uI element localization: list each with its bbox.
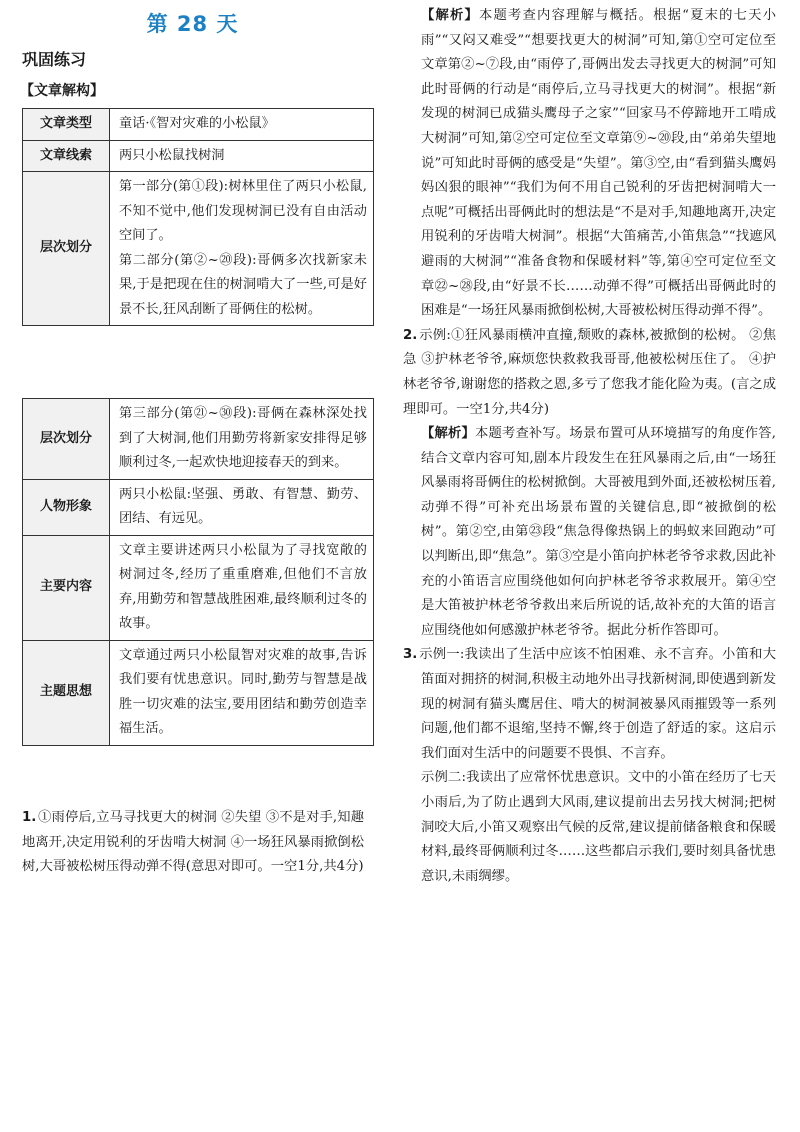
- table-row-label: 层次划分: [23, 172, 110, 326]
- question-number: 2.: [403, 327, 418, 343]
- table-row-label: 文章线索: [23, 140, 110, 172]
- answer-2-text: 示例:①狂风暴雨横冲直撞,颓败的森林,被掀倒的松树。 ②焦急 ③护林老爷爷,麻烦您快救救我哥哥,他被松树压住了。 ④护林老爷爷,谢谢您的搭救之恩,多亏了您我才能化险为夷。(言之成理即可。一空1分,共4分): [403, 327, 776, 417]
- table-row-value: 文章主要讲述两只小松鼠为了寻找宽敞的树洞过冬,经历了重重磨难,但他们不言放弃,用勤劳和智慧战胜困难,最终顺利过冬的故事。: [110, 535, 374, 640]
- table-row: [23, 640, 374, 745]
- table-row-value: 文章通过两只小松鼠智对灾难的故事,告诉我们要有忧患意识。同时,勤劳与智慧是战胜一切灾难的法宝,要用团结和勤劳创造幸福生活。: [110, 640, 374, 745]
- question-number: 1.: [22, 810, 37, 825]
- table-row-label: 文章类型: [23, 109, 110, 141]
- right-column: [403, 4, 776, 889]
- table-row: [23, 172, 374, 326]
- table-row-value: 第一部分(第①段):树林里住了两只小松鼠,不知不觉中,他们发现树洞已没有自由活动空间了。 第二部分(第②~⑳段):哥俩多次找新家未果,于是把现在住的树洞啃大了一些,可是好景不长,狂风刮断了哥俩住的松树。: [110, 172, 374, 326]
- answer-1: [22, 806, 364, 880]
- table-row-value: 两只小松鼠找树洞: [110, 140, 374, 172]
- answer-3: [403, 643, 776, 766]
- table-row-value: 童话·《智对灾难的小松鼠》: [110, 109, 374, 141]
- answer-3-example-2: 示例二:我读出了应常怀忧患意识。文中的小笛在经历了七天小雨后,为了防止遇到大风雨,建议提前出去另找大树洞;把树洞咬大后,小笛又观察出气候的反常,建议提前储备粮食和保暖材料,最终哥俩顺利过冬……这些都启示我们,要时刻具备忧患意识,未雨绸缪。: [421, 770, 776, 884]
- table-row: [23, 140, 374, 172]
- answer-3-example-1: 示例一:我读出了生活中应该不怕困难、永不言弃。小笛和大笛面对拥挤的树洞,积极主动地外出寻找新树洞,即使遇到新发现的树洞有猫头鹰居住、啃大的树洞被暴风雨摧毁等一系列问题,他们都不退缩,坚持不懈,终于创造了舒适的家。这启示我们面对生活中的问题要不畏惧、不言弃。: [419, 647, 776, 761]
- day-title: 第 28 天: [146, 12, 239, 36]
- analysis-2: [403, 422, 776, 643]
- table-row-label: 人物形象: [23, 479, 110, 535]
- structure-table-part2: [22, 398, 374, 746]
- analysis-1: [403, 4, 776, 324]
- table-row-label: 主题思想: [23, 640, 110, 745]
- analysis-tag: 【解析】: [421, 8, 480, 23]
- table-row: [23, 109, 374, 141]
- table-row: [23, 535, 374, 640]
- analysis-1-text: 本题考查内容理解与概括。根据“夏末的七天小雨”“又闷又难受”“想要找更大的树洞”可知,第①空可定位至文章第②~⑦段,由“雨停了,哥俩出发去寻找更大的树洞”可知此时哥俩的行动是“雨停后,立马寻找更大的树洞”。根据“新发现的树洞已成猫头鹰母子之家”“回家马不停蹄地开工啃成大树洞”可知,第②空可定位至文章第⑨~⑳段,由“弟弟失望地说”可知此时哥俩的感受是“失望”。第③空,由“看到猫头鹰妈妈凶狠的眼神”“我们为何不用自己锐利的牙齿把树洞啃大一点呢”可概括出哥俩此时的想法是“不是对手,知趣地离开,决定用锐利的牙齿啃大树洞”。根据“大笛痛苦,小笛焦急”“找遮风避雨的大树洞”“准备食物和保暖材料”等,第④空可定位至文章㉒~㉘段,由“好景不长……动弹不得”可概括出哥俩此时的困难是“一场狂风暴雨掀倒松树,大哥被松树压得动弹不得”。: [421, 8, 776, 319]
- structure-table-part1: [22, 108, 374, 326]
- question-number: 3.: [403, 647, 418, 663]
- table-row-label: 层次划分: [23, 399, 110, 480]
- analysis-tag: 【解析】: [421, 426, 475, 442]
- table-row-value: 两只小松鼠:坚强、勇敢、有智慧、勤劳、团结、有远见。: [110, 479, 374, 535]
- analysis-2-text: 本题考查补写。场景布置可从环境描写的角度作答,结合文章内容可知,剧本片段发生在狂风暴雨之后,由“一场狂风暴雨将哥俩住的松树掀倒。大哥被甩到外面,还被松树压着,动弹不得”可补充出场景布置的关键信息,即“被掀倒的松树”。第②空,由第㉓段“焦急得像热锅上的蚂蚁来回跑动”可以判断出,即“焦急”。第③空是小笛向护林老爷爷求救,因此补充的小笛语言应围绕他如何向护林老爷爷求救展开。第④空是大笛被护林老爷爷救出来后所说的话,故补充的大笛的语言应围绕他如何感激护林老爷爷。据此分析作答即可。: [421, 426, 776, 638]
- answer-1-text: ①雨停后,立马寻找更大的树洞 ②失望 ③不是对手,知趣地离开,决定用锐利的牙齿啃大树洞 ④一场狂风暴雨掀倒松树,大哥被松树压得动弹不得(意思对即可。一空1分,共4分): [22, 810, 364, 875]
- answer-2: [403, 324, 776, 422]
- table-row-label: 主要内容: [23, 535, 110, 640]
- table-row: [23, 399, 374, 480]
- answer-3-second: [403, 766, 776, 889]
- article-structure-heading: 【文章解构】: [20, 83, 104, 99]
- table-row: [23, 479, 374, 535]
- section-title: 巩固练习: [22, 50, 87, 69]
- table-row-value: 第三部分(第㉑~㉚段):哥俩在森林深处找到了大树洞,他们用勤劳将新家安排得足够顺利过冬,一起欢快地迎接春天的到来。: [110, 399, 374, 480]
